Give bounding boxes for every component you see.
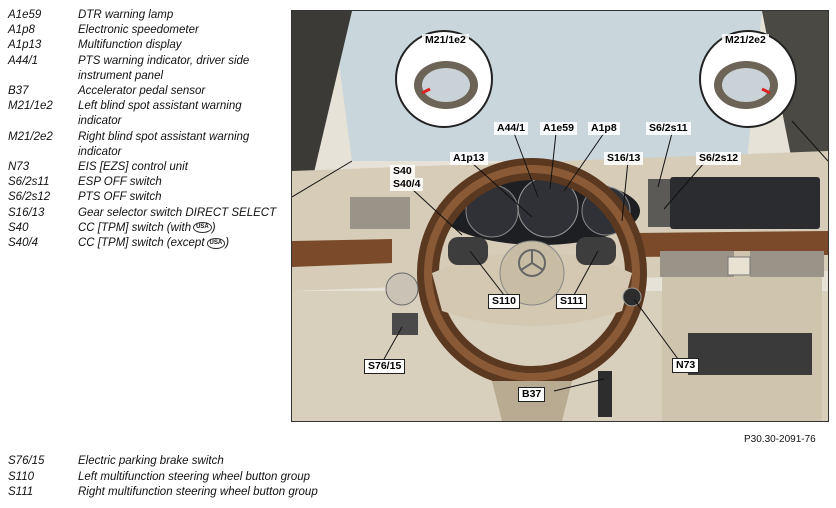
legend-code: B37 [8,85,29,98]
dashboard-figure [291,10,829,422]
callout-s6-2s12: S6/2s12 [696,152,741,165]
legend-code: A1p8 [8,24,35,37]
legend-item [8,84,288,99]
legend-item [8,206,288,221]
legend-code: S110 [8,470,35,483]
callout-m21-2e2: M21/2e2 [722,34,769,47]
callout-m21-1e2: M21/1e2 [422,34,469,47]
callout-a1e59: A1e59 [540,122,577,135]
legend-desc-text: CC [TPM] switch (with [78,221,192,234]
legend-code: S111 [8,486,34,498]
light-switch [386,273,418,305]
legend-desc-text: CC [TPM] switch (except [78,237,205,250]
legend-code: M21/2e2 [8,130,53,143]
legend-desc [78,221,288,236]
legend-item [8,190,288,205]
legend-item [8,38,288,53]
legend-desc: ESP OFF switch [78,176,162,189]
callout-s6-2s11: S6/2s11 [646,122,691,135]
callout-s76-15: S76/15 [364,359,405,374]
legend-desc: Gear selector switch DIRECT SELECT [78,206,277,219]
legend-desc: Left blind spot assistant warning indicator [78,100,242,128]
callout-s110: S110 [488,294,520,309]
legend-desc: Multifunction display [78,39,182,52]
legend-code: S40/4 [8,237,39,250]
callout-a1p8: A1p8 [588,122,620,135]
legend-item [8,130,288,160]
legend-item [8,160,288,175]
legend-item [8,54,288,84]
legend-desc: Right multifunction steering wheel button group [78,486,318,498]
legend-code: A1p13 [8,39,42,52]
legend-desc: DTR warning lamp [78,9,174,21]
legend-desc: Electronic speedometer [78,24,199,37]
legend-code: S16/13 [8,206,45,219]
right-wheel-buttons [576,237,616,265]
legend-desc-tail: ) [225,237,230,250]
legend-code: A44/1 [8,54,39,67]
legend-desc: Right blind spot assistant warning indicator [78,130,250,158]
legend-item [8,470,608,486]
legend-code: S6/2s11 [8,176,50,189]
legend-item [8,8,288,23]
legend-desc: PTS OFF switch [78,191,162,204]
callout-s40-4: S40/4 [390,178,423,191]
center-vent-right [750,251,824,277]
figure-reference: P30.30-2091-76 [744,434,816,445]
audio-unit [688,333,812,375]
comand-display [670,177,820,229]
callout-s40: S40 [390,165,415,178]
legend-item [8,99,288,129]
parking-brake-switch [392,313,418,335]
right-mirror-glass [722,68,770,102]
legend-item [8,23,288,38]
legend-top [8,8,288,251]
left-mirror-glass [422,68,470,102]
usa-badge-icon: USA [193,222,212,233]
legend-code: M21/1e2 [8,100,53,113]
legend-code: N73 [8,161,30,174]
legend-desc: Electric parking brake switch [78,455,224,467]
legend-item [8,454,608,470]
callout-a44-1: A44/1 [494,122,528,135]
legend-bottom [8,454,608,501]
legend-desc-tail: ) [211,221,216,234]
legend-item [8,175,288,190]
legend-code: S76/15 [8,455,45,467]
ignition-switch [623,288,641,306]
center-vent-left [660,251,734,277]
usa-badge-icon: USA [207,238,226,249]
legend-code: S6/2s12 [8,191,51,204]
legend-desc [78,236,288,251]
legend-desc: PTS warning indicator, driver side instrument panel [78,54,250,82]
legend-item [8,485,608,501]
left-wheel-buttons [448,237,488,265]
legend-code: A1e59 [8,9,42,21]
callout-s111: S111 [556,294,587,309]
hazard-button [728,257,750,275]
wood-trim-left [292,239,392,267]
legend-code: S40 [8,221,29,234]
accelerator-pedal [598,371,612,417]
legend-desc: EIS [EZS] control unit [78,161,188,174]
callout-a1p13: A1p13 [450,152,488,165]
callout-n73: N73 [672,358,699,373]
callout-b37: B37 [518,387,545,402]
legend-item [8,236,288,251]
callout-s16-13: S16/13 [604,152,643,165]
legend-desc: Accelerator pedal sensor [78,85,206,98]
legend-desc: Left multifunction steering wheel button group [78,470,311,483]
switch-panel [648,179,670,227]
left-vent [350,197,410,229]
legend-item [8,221,288,236]
